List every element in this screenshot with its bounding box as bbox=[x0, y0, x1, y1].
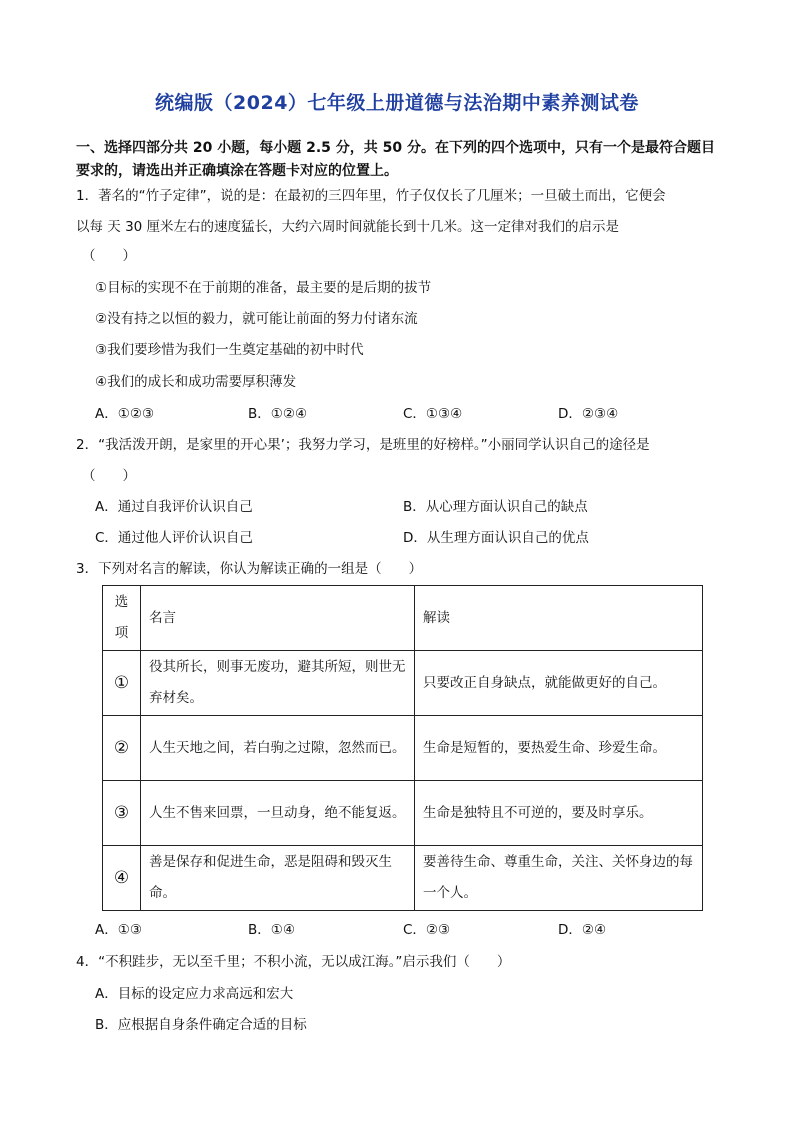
q1-statement-3: ③我们要珍惜为我们一生奠定基础的初中时代 bbox=[95, 342, 364, 358]
q1-choice-b[interactable]: B．①②④ bbox=[248, 406, 308, 422]
header-option: 选项 bbox=[103, 586, 141, 651]
table-row bbox=[103, 781, 703, 846]
q2-choice-a[interactable]: A．通过自我评价认识自己 bbox=[95, 499, 253, 515]
q3-choice-b[interactable]: B．①④ bbox=[248, 922, 295, 938]
row-maxim: 人生不售来回票，一旦动身，绝不能复返。 bbox=[141, 781, 415, 846]
q1-stem-line2: 以每 天 30 厘米左右的速度猛长，大约六周时间就能长到十几米。这一定律对我们的启示是 bbox=[76, 219, 620, 235]
section-heading: 一、选择四部分共 20 小题，每小题 2.5 分，共 50 分。在下列的四个选项中，只有一个是最符合题目要求的，请选出并正确填涂在答题卡对应的位置上。 bbox=[76, 140, 716, 179]
q4-choice-a[interactable]: A．目标的设定应力求高远和宏大 bbox=[95, 986, 294, 1002]
q1-choice-d[interactable]: D．②③④ bbox=[558, 406, 619, 422]
q2-choice-b[interactable]: B．从心理方面认识自己的缺点 bbox=[403, 499, 588, 515]
q1-choice-a[interactable]: A．①②③ bbox=[95, 406, 155, 422]
q4-choice-b[interactable]: B．应根据自身条件确定合适的目标 bbox=[95, 1017, 307, 1033]
q1-stem-line1: 1．著名的“竹子定律”，说的是：在最初的三四年里，竹子仅仅长了几厘米；一旦破土而出，它便会 bbox=[76, 188, 666, 204]
q2-choice-c[interactable]: C．通过他人评价认识自己 bbox=[95, 530, 253, 546]
table-row bbox=[103, 846, 703, 911]
q3-choice-d[interactable]: D．②④ bbox=[558, 922, 607, 938]
q1-answer-paren: （ ） bbox=[82, 248, 136, 264]
header-interpretation: 解读 bbox=[415, 586, 703, 651]
row-number: ③ bbox=[103, 781, 141, 846]
row-interpretation: 要善待生命、尊重生命，关注、关怀身边的每一个人。 bbox=[415, 846, 703, 911]
header-maxim: 名言 bbox=[141, 586, 415, 651]
row-number: ④ bbox=[103, 846, 141, 911]
q3-stem-line1: 3．下列对名言的解读，你认为解读正确的一组是（ ） bbox=[76, 561, 423, 577]
row-interpretation: 只要改正自身缺点，就能做更好的自己。 bbox=[415, 651, 703, 716]
table-header-row bbox=[103, 586, 703, 651]
maxims-table bbox=[102, 585, 703, 911]
q2-answer-paren: （ ） bbox=[82, 468, 136, 484]
page-title: 统编版（2024）七年级上册道德与法治期中素养测试卷 bbox=[155, 92, 639, 114]
q1-choice-c[interactable]: C．①③④ bbox=[403, 406, 463, 422]
table-row bbox=[103, 716, 703, 781]
row-number: ② bbox=[103, 716, 141, 781]
table-row bbox=[103, 651, 703, 716]
row-maxim: 善是保存和促进生命，恶是阻碍和毁灭生命。 bbox=[141, 846, 415, 911]
row-maxim: 役其所长，则事无废功，避其所短，则世无弃材矣。 bbox=[141, 651, 415, 716]
row-number: ① bbox=[103, 651, 141, 716]
q1-statement-2: ②没有持之以恒的毅力，就可能让前面的努力付诸东流 bbox=[95, 311, 418, 327]
q1-statement-4: ④我们的成长和成功需要厚积薄发 bbox=[95, 374, 297, 390]
row-interpretation: 生命是独特且不可逆的，要及时享乐。 bbox=[415, 781, 703, 846]
q4-stem-line1: 4．“不积跬步，无以至千里；不积小流，无以成江海。”启示我们（ ） bbox=[76, 954, 511, 970]
row-interpretation: 生命是短暂的，要热爱生命、珍爱生命。 bbox=[415, 716, 703, 781]
q1-statement-1: ①目标的实现不在于前期的准备，最主要的是后期的拔节 bbox=[95, 280, 432, 296]
q2-stem-line1: 2．“我活泼开朗，是家里的开心果’；我努力学习，是班里的好榜样。”小丽同学认识自己的途径是 bbox=[76, 437, 650, 453]
q3-choice-a[interactable]: A．①③ bbox=[95, 922, 142, 938]
row-maxim: 人生天地之间，若白驹之过隙，忽然而已。 bbox=[141, 716, 415, 781]
q3-choice-c[interactable]: C．②③ bbox=[403, 922, 451, 938]
q2-choice-d[interactable]: D．从生理方面认识自己的优点 bbox=[403, 530, 589, 546]
